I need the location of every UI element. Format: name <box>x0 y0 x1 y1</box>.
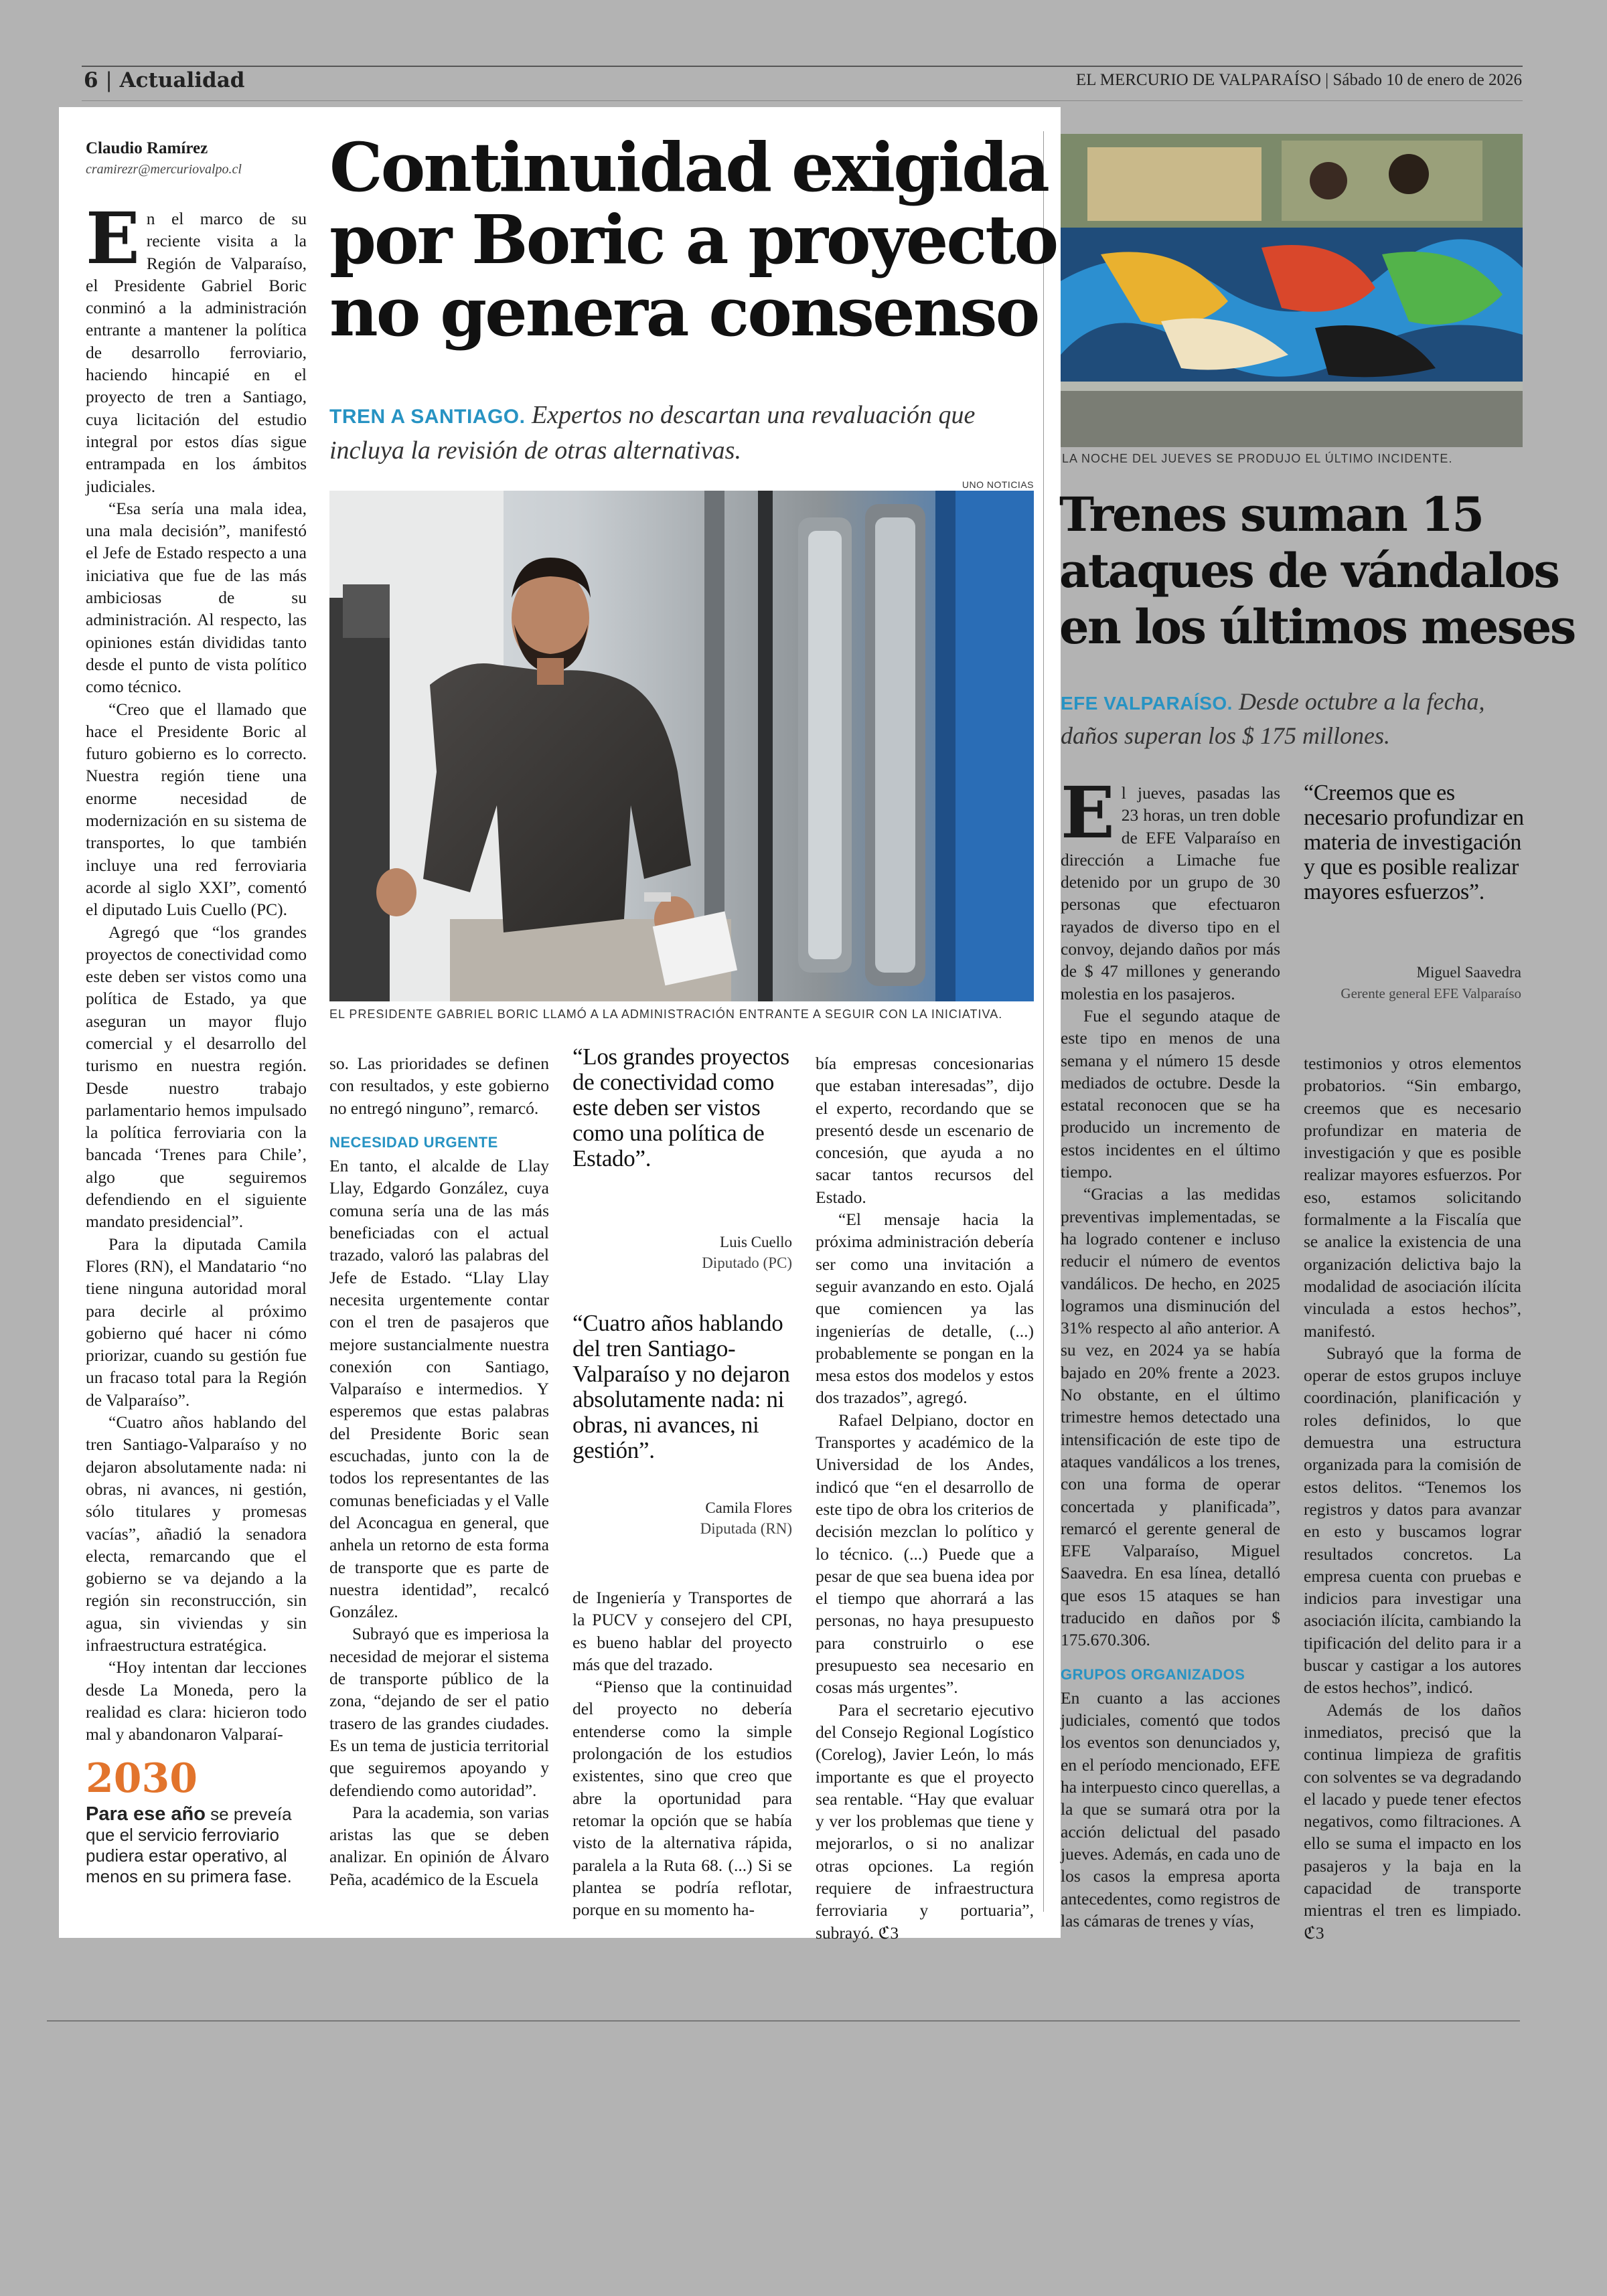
main-headline-line-1: Continuidad exigida <box>329 128 1048 207</box>
side-photo <box>1061 134 1523 447</box>
main-col3-p2: “Pienso que la continuidad del proyecto no debería entenderse como la simple prolongación de los estudios existentes, sino que creo que abre la oportunidad para retomar la opción que se había visto de la alternativa rápida, paralela a la Ruta 68. (...) Si se plantea se podría reflotar, porque en su momento ha- <box>572 1677 792 1920</box>
publication-date: Sábado 10 de enero de 2026 <box>1332 71 1522 89</box>
side-col1-p4: En cuanto a las acciones judiciales, comentó que todos los eventos son denunciados y, en el período mencionado, EFE ha interpuesto cinco querellas, a la que se sumará otra por la acción delictual del pasado jueves. Además, en cada uno de los casos la empresa aporta antecedentes, como registros de las cámaras de trenes y vías, <box>1061 1688 1280 1931</box>
side-col2-p1: testimonios y otros elementos probatorios. “Sin embargo, creemos que es necesario profundizar en materia de investigación y que es posible realizar mayores esfuerzos. Por eso, estamos solicitando formalmente a la Fiscalía que se analice la existencia de una organización delictiva bajo la modalidad de asociación ilícita vinculada a estos hechos”, manifestó. <box>1304 1054 1521 1341</box>
section-name: Actualidad <box>119 68 245 92</box>
side-col2-p2: Subrayó que la forma de operar de estos grupos incluye coordinación, planificación y roles definidos, lo que demuestra una estructura organizada para la comisión de estos delitos. “Tenemos los registros y datos para avanzar en esto y buscamos lograr resultados concretos. La empresa cuenta con pruebas e indicios para investigar una asociación ilícita, cambiando la tipificación del delito para ir a buscar y castigar a los autores de estos hechos”, indicó. <box>1304 1343 1521 1698</box>
side-col1-p1: l jueves, pasadas las 23 horas, un tren doble de EFE Valparaíso en dirección a Limache fue detenido por un grupo de 30 personas que efectuaron rayados de diverso tipo en el convoy, dejando daños por más de $ 47 millones y generando molestia en los pasajeros. <box>1061 783 1280 1003</box>
pull-quote-cuello-name: Luis Cuello <box>720 1234 792 1250</box>
main-headline-line-2: por Boric a proyecto <box>329 200 1057 279</box>
header-top-rule <box>82 66 1523 67</box>
side-deck <box>1061 685 1529 752</box>
subhead-grupos-organizados: GRUPOS ORGANIZADOS <box>1061 1665 1245 1683</box>
factbox-year: 2030 <box>86 1755 198 1802</box>
page-header-left <box>84 68 245 92</box>
main-col2-p3: Subrayó que es imperiosa la necesidad de mejorar el sistema de transporte público de la zona, “dejando de ser el patio trasero de las grandes ciudades. Es un tema de justicia territorial que seguiremos apoyando y defendiendo como autoridad”. <box>329 1624 549 1800</box>
side-deck-text: Desde octubre a la fecha, daños superan los $ 175 millones. <box>1061 688 1485 749</box>
publication-name: EL MERCURIO DE VALPARAÍSO <box>1075 71 1321 89</box>
byline-name: Claudio Ramírez <box>86 139 208 157</box>
main-col1-p2: “Esa sería una mala idea, una mala decisión”, manifestó el Jefe de Estado respecto a una iniciativa que fue de las más ambiciosas de su administración. Al respecto, las opiniones están divididas tanto desde el punto de vista político como técnico. <box>86 498 307 697</box>
side-photo-image <box>1061 134 1523 447</box>
side-col2-p3-text: Además de los daños inmediatos, precisó que la continua limpieza de grafitis con solventes se va degradando el lacado y puede tener efectos negativos, como filtraciones. A ello se suma el impacto en los pasajeros y la baja en la capacidad de transporte mientras el tren es limpiado. <box>1304 1700 1521 1920</box>
subhead-necesidad-urgente: NECESIDAD URGENTE <box>329 1133 498 1151</box>
main-col2-p1: so. Las prioridades se definen con resultados, y este gobierno no entregó ninguno”, remarcó. <box>329 1054 549 1118</box>
pull-quote-cuello: “Los grandes proyectos de conectividad como este deben ser vistos como una política de Estado”. <box>572 1044 789 1171</box>
pull-quote-saavedra-name: Miguel Saavedra <box>1416 964 1521 981</box>
main-col1-p7: “Hoy intentan dar lecciones desde La Moneda, pero la realidad es clara: hicieron todo mal y abandonaron Valparaí- <box>86 1657 307 1744</box>
side-headline-line-3: en los últimos meses <box>1059 599 1575 655</box>
side-column-1 <box>1061 770 1280 1932</box>
pull-quote-flores-role: Diputada (RN) <box>700 1520 792 1537</box>
page-bottom-rule <box>47 2020 1520 2022</box>
main-col4-p4 <box>816 1699 1034 1944</box>
main-deck-text: Expertos no descartan una revaluación que incluya la revisión de otras alternativas. <box>329 401 976 465</box>
side-drop-cap: E <box>1061 770 1115 854</box>
main-column-3 <box>572 1586 792 1920</box>
side-headline-line-1: Trenes suman 15 <box>1059 487 1483 542</box>
pull-quote-cuello-role: Diputado (PC) <box>702 1254 792 1271</box>
side-col1-p2: Fue el segundo ataque de este tipo en menos de una semana y el número 15 desde mediados de octubre. Desde la estatal reconocen que se ha producido un incremento de estos incidentes en el último tiempo. <box>1061 1005 1280 1182</box>
main-headline-line-3: no genera consenso <box>329 272 1039 351</box>
main-photo <box>329 491 1034 1001</box>
byline-email: cramirezr@mercuriovalpo.cl <box>86 162 242 177</box>
end-mark-main: ℭ3 <box>878 1922 899 1943</box>
main-col2-p4: Para la academia, son varias aristas las que se deben analizar. En opinión de Álvaro Peña, académico de la Escuela <box>329 1802 549 1889</box>
side-kicker: EFE VALPARAÍSO. <box>1061 693 1233 714</box>
byline <box>86 139 242 177</box>
main-kicker: TREN A SANTIAGO. <box>329 406 526 428</box>
side-col1-p3: “Gracias a las medidas preventivas implementadas, se ha logrado contener e incluso reducir el número de eventos vandálicos. De hecho, en 2025 logramos una disminución del 31% respecto al año anterior. A su vez, en 2024 ya se había bajado en 20% frente a 2023. No obstante, en el último trimestre hemos detectado una intensificación de este tipo de ataques vandálicos a los trenes, con una forma de operar concertada y planificada”, remarcó el gerente general de EFE Valparaíso, Miguel Saavedra. En esa línea, detalló que esos 15 ataques se han traducido en daños por $ 175.670.306. <box>1061 1184 1280 1650</box>
main-col4-p2: “El mensaje hacia la próxima administración debería ser como una invitación a seguir avanzando en esto. Ojalá que comiencen ya las ingenierías de detalle, (...) probablemente se pongan en la mesa estos dos modelos y estos dos trazados”, agregó. <box>816 1210 1034 1408</box>
side-col2-p3 <box>1304 1699 1521 1944</box>
main-column-4 <box>816 1052 1034 1944</box>
side-headline <box>1059 487 1575 655</box>
header-separator-2: | <box>1325 71 1329 89</box>
side-photo-caption: LA NOCHE DEL JUEVES SE PRODUJO EL ÚLTIMO INCIDENTE. <box>1062 452 1453 465</box>
main-column-2 <box>329 1052 549 1890</box>
main-column-1 <box>86 196 307 1745</box>
main-col1-p1: n el marco de su reciente visita a la Región de Valparaíso, el Presidente Gabriel Boric conminó a la administración entrante a mantener la política de desarrollo ferroviario, haciendo hincapié en el proyecto de tren a Santiago, cuya licitación del estudio integral por estos días sigue entrampada en los ámbitos judiciales. <box>86 209 307 496</box>
factbox-lead: Para ese año <box>86 1803 206 1825</box>
main-headline <box>329 128 1057 351</box>
photo-credit: UNO NOTICIAS <box>962 479 1034 490</box>
page-header-right <box>1076 71 1522 90</box>
pull-quote-flores: “Cuatro años hablando del tren Santiago-Valparaíso y no dejaron absolutamente nada: ni obras, ni avances, ni gestión”. <box>572 1310 790 1463</box>
header-bottom-rule <box>82 100 1523 101</box>
page-number: 6 <box>84 68 98 92</box>
factbox-text <box>86 1804 307 1887</box>
main-col3-p1: de Ingeniería y Transportes de la PUCV y consejero del CPI, es bueno hablar del proyecto más que del trazado. <box>572 1588 792 1674</box>
main-col4-p1: bía empresas concesionarias que estaban interesadas”, dijo el experto, recordando que se presentó desde un escenario de concesión, que ayuda a no sacar tantos recursos del Estado. <box>816 1054 1034 1207</box>
factbox <box>86 1757 307 1887</box>
end-mark-side: ℭ3 <box>1304 1922 1324 1943</box>
factbox-body: se preveía que el servicio ferroviario pudiera estar operativo, al menos en su primera fase. <box>86 1804 292 1886</box>
pull-quote-flores-name: Camila Flores <box>705 1499 792 1516</box>
side-column-2 <box>1304 1052 1521 1944</box>
pull-quote-saavedra-role: Gerente general EFE Valparaíso <box>1341 985 1521 1001</box>
column-divider-vertical <box>1043 131 1044 1912</box>
main-col1-p3: “Creo que el llamado que hace el Presidente Boric al futuro gobierno es lo correcto. Nuestra región tiene una enorme necesidad de modernización en su sistema de transportes, lo que también incluye una red ferroviaria acorde al siglo XXI”, comentó el diputado Luis Cuello (PC). <box>86 699 307 920</box>
main-col4-p3: Rafael Delpiano, doctor en Transportes y académico de la Universidad de los Andes, indicó que “en el desarrollo de este tipo de obra los criterios de decisión mezclan lo político y lo técnico. (...) Puede que a pesar de que sea buena idea por el tiempo que ahorrará a las personas, no haya presupuesto para construirlo o ese presupuesto sea necesario en cosas más urgentes”. <box>816 1410 1034 1698</box>
main-col1-p5: Para la diputada Camila Flores (RN), el Mandatario “no tiene ninguna autoridad moral para decirle al próximo gobierno qué hacer ni cómo priorizar, cuando su gestión fue un fracaso total para la Región de Valparaíso”. <box>86 1234 307 1410</box>
main-drop-cap: E <box>86 196 140 280</box>
main-col2-p2: En tanto, el alcalde de Llay Llay, Edgardo González, cuya comuna sería una de las más beneficiadas con el actual trazado, valoró las palabras del Jefe de Estado. “Llay Llay necesita urgentemente contar con el tren de pasajeros que mejore sustancialmente nuestra conexión con Santiago, Valparaíso e intermedios. Y esperemos que estas palabras del Presidente Boric sean escuchadas, junto con la de todos los representantes de las comunas beneficiadas y el Valle del Aconcagua en general, que anhela un retorno de esta forma de transporte que es parte de nuestra identidad”, recalcó González. <box>329 1156 549 1622</box>
main-col1-p6: “Cuatro años hablando del tren Santiago-Valparaíso y no dejaron absolutamente nada: ni obras, ni avances, ni gestión, sólo titulares y promesas vacías”, añadió la senadora electa, remarcando que el gobierno se va dejando a la región sin reconstrucción, sin agua, sin viviendas y sin infraestructura estratégica. <box>86 1412 307 1655</box>
main-photo-caption: EL PRESIDENTE GABRIEL BORIC LLAMÓ A LA ADMINISTRACIÓN ENTRANTE A SEGUIR CON LA INICIATIVA. <box>329 1007 1003 1021</box>
header-separator: | <box>105 68 112 92</box>
main-col4-p4-text: Para el secretario ejecutivo del Consejo Regional Logístico (Corelog), Javier León, lo más importante es que el proyecto sea rentable. “Hay que evaluar y ver los problemas que tiene y mejorarlos, o si no analizar otras opciones. La región requiere de infraestructura ferroviaria y portuaria”, subrayó. <box>816 1700 1034 1943</box>
main-photo-image <box>329 491 1034 1001</box>
pull-quote-saavedra: “Creemos que es necesario profundizar en materia de investigación y que es posible realizar mayores esfuerzos”. <box>1304 781 1524 904</box>
side-headline-line-2: ataques de vándalos <box>1059 543 1559 598</box>
main-deck <box>329 398 1026 467</box>
main-col1-p4: Agregó que “los grandes proyectos de conectividad como este deben ser vistos como una política de Estado, ya que aseguran un mayor flujo comercial y el desarrollo del turismo en nuestra región. Desde nuestro trabajo parlamentario hemos impulsado la política ferroviaria con la bancada ‘Trenes para Chile’, algo que seguiremos defendiendo en el siguiente mandato presidencial”. <box>86 922 307 1232</box>
